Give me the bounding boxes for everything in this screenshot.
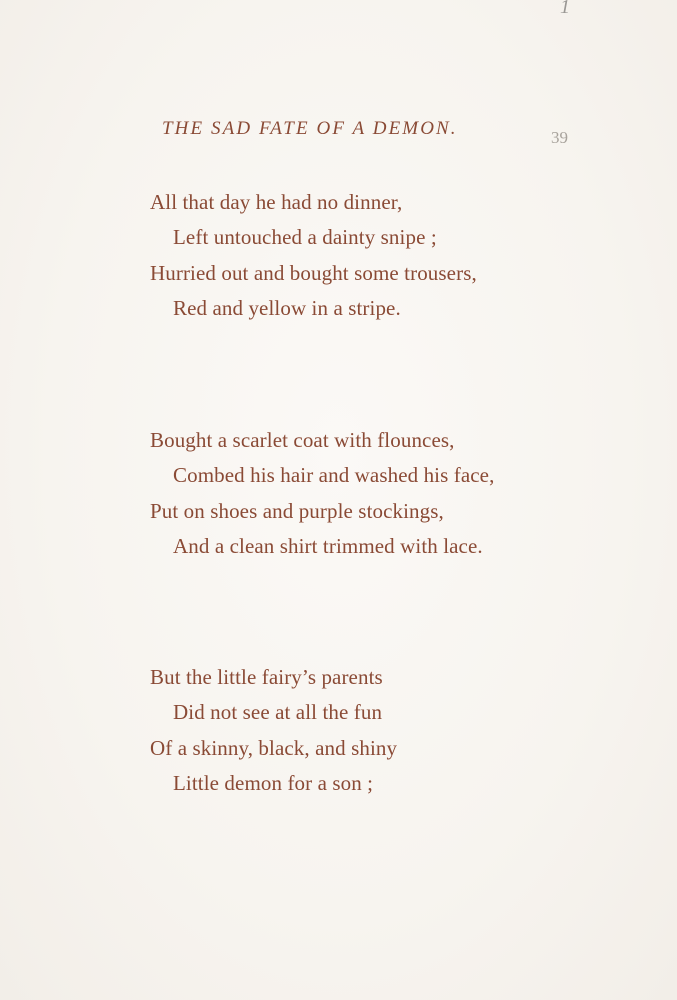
stanza-2	[150, 423, 570, 564]
pencil-corner-mark: 1	[560, 0, 570, 18]
stanza-1	[150, 185, 570, 326]
poem-line: Put on shoes and purple stockings,	[150, 498, 444, 523]
running-head: THE SAD FATE OF A DEMON.	[162, 118, 458, 139]
poem-line: Little demon for a son ;	[173, 770, 374, 795]
stanza-3	[150, 660, 570, 801]
poem-line: Red and yellow in a stripe.	[173, 295, 401, 320]
poem-line: And a clean shirt trimmed with lace.	[173, 533, 483, 558]
poem-line: Did not see at all the fun	[173, 700, 383, 725]
poem-line: All that day he had no dinner,	[150, 190, 403, 214]
page-number: 39	[551, 128, 568, 147]
poem-line: Of a skinny, black, and shiny	[150, 735, 398, 760]
poem-line: Bought a scarlet coat with flounces,	[150, 428, 455, 452]
poem-line: Combed his hair and washed his face,	[173, 463, 495, 488]
poem-line: But the little fairy’s parents	[150, 665, 383, 689]
poem-line: Hurried out and bought some trousers,	[150, 260, 477, 285]
poem-line: Left untouched a dainty snipe ;	[173, 225, 437, 250]
